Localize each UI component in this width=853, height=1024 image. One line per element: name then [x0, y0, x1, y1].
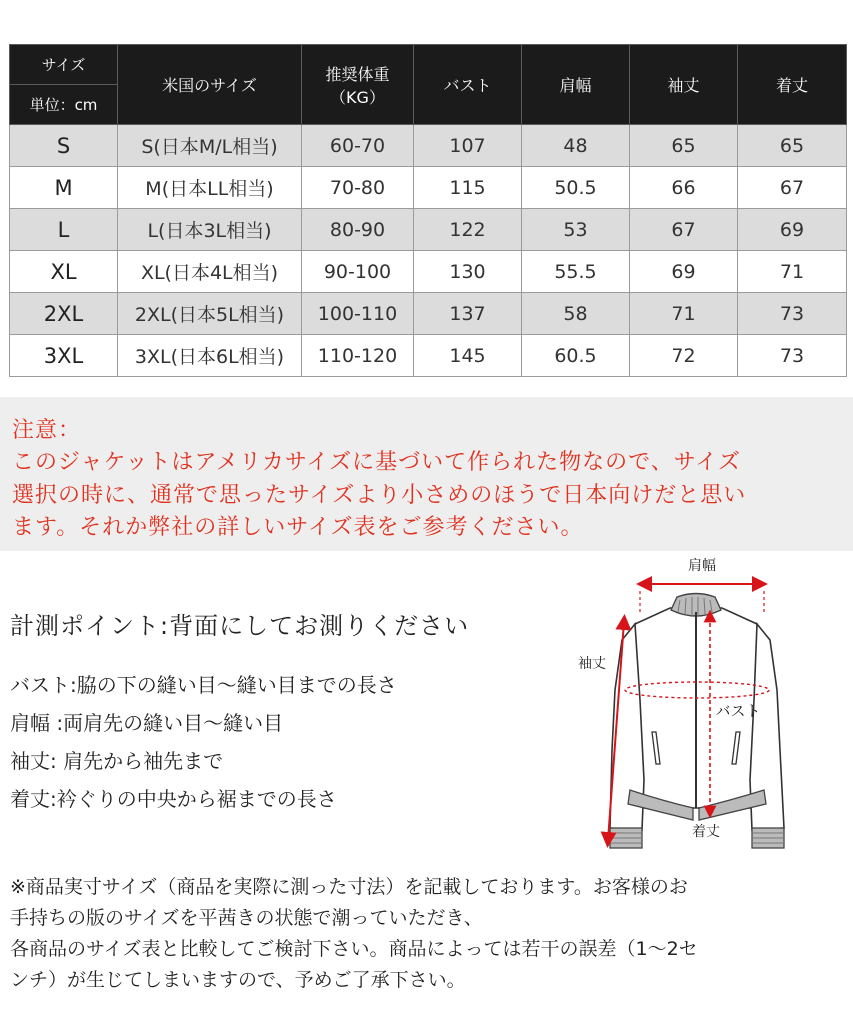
cell-shoulder: 48	[522, 125, 630, 167]
notice-line: ます。それか弊社の詳しいサイズ表をご参考ください。	[12, 515, 584, 540]
table-row	[10, 335, 847, 377]
cell-sleeve: 65	[630, 125, 738, 167]
cell-size: M	[10, 167, 118, 209]
cell-length: 65	[738, 125, 847, 167]
cell-us-size: XL(日本4L相当)	[118, 251, 302, 293]
cell-bust: 137	[414, 293, 522, 335]
cell-us-size: M(日本LL相当)	[118, 167, 302, 209]
cell-sleeve: 72	[630, 335, 738, 377]
cell-shoulder: 50.5	[522, 167, 630, 209]
length-label: 着丈	[692, 824, 720, 840]
cell-bust: 115	[414, 167, 522, 209]
cell-us-size: S(日本M/L相当)	[118, 125, 302, 167]
measure-line-shoulder: 肩幅 :両肩先の縫い目～縫い目	[10, 711, 284, 735]
table-row	[10, 251, 847, 293]
footer-line: 手持ちの版のサイズを平茜きの状態で潮っていただき、	[10, 907, 483, 929]
measure-line-length: 着丈:衿ぐりの中央から裾までの長さ	[10, 787, 337, 811]
header-size: サイズ	[10, 45, 118, 85]
table-row	[10, 125, 847, 167]
measure-line-bust: バスト:脇の下の縫い目～縫い目までの長さ	[10, 673, 397, 697]
header-unit: 単位：cm	[10, 85, 118, 125]
footer-line: ンチ）が生じてしまいますので、予めご了承下さい。	[10, 969, 466, 991]
cell-bust: 145	[414, 335, 522, 377]
cell-shoulder: 58	[522, 293, 630, 335]
table-row	[10, 209, 847, 251]
header-shoulder: 肩幅	[522, 45, 630, 125]
table-row	[10, 167, 847, 209]
header-weight-line1: 推奨体重	[325, 64, 390, 84]
cell-weight: 70-80	[302, 167, 414, 209]
cell-length: 67	[738, 167, 847, 209]
footer-line: ※商品実寸サイズ（商品を実際に測った寸法）を記載しております。お客様のお	[10, 876, 688, 898]
cell-weight: 80-90	[302, 209, 414, 251]
table-row	[10, 293, 847, 335]
bust-label: バスト	[715, 702, 761, 720]
cell-bust: 122	[414, 209, 522, 251]
cell-us-size: 2XL(日本5L相当)	[118, 293, 302, 335]
cell-bust: 107	[414, 125, 522, 167]
cell-us-size: L(日本3L相当)	[118, 209, 302, 251]
cell-weight: 90-100	[302, 251, 414, 293]
cell-shoulder: 55.5	[522, 251, 630, 293]
header-sleeve: 袖丈	[630, 45, 738, 125]
cell-sleeve: 67	[630, 209, 738, 251]
sleeve-label: 袖丈	[578, 656, 606, 672]
cell-size: XL	[10, 251, 118, 293]
notice-line: 選択の時に、通常で思ったサイズより小さめのほうで日本向けだと思い	[12, 483, 747, 508]
header-weight	[302, 45, 414, 125]
cell-shoulder: 60.5	[522, 335, 630, 377]
cell-length: 73	[738, 335, 847, 377]
cell-sleeve: 71	[630, 293, 738, 335]
jacket-diagram	[560, 550, 830, 862]
cell-length: 73	[738, 293, 847, 335]
size-table	[9, 44, 847, 377]
notice-box	[0, 397, 853, 551]
cell-us-size: 3XL(日本6L相当)	[118, 335, 302, 377]
cell-weight: 60-70	[302, 125, 414, 167]
cell-size: 2XL	[10, 293, 118, 335]
footer-line: 各商品のサイズ表と比較してご検討下さい。商品によっては若干の誤差（1～2セ	[10, 938, 698, 960]
header-length: 着丈	[738, 45, 847, 125]
cell-size: 3XL	[10, 335, 118, 377]
measure-title: 計測ポイント:背面にしてお測りください	[10, 612, 470, 640]
cell-weight: 100-110	[302, 293, 414, 335]
cell-shoulder: 53	[522, 209, 630, 251]
cell-weight: 110-120	[302, 335, 414, 377]
notice-title: 注意：	[12, 418, 82, 443]
measure-line-sleeve: 袖丈: 肩先から袖先まで	[10, 749, 224, 773]
cell-length: 71	[738, 251, 847, 293]
cell-size: L	[10, 209, 118, 251]
cell-sleeve: 69	[630, 251, 738, 293]
header-bust: バスト	[414, 45, 522, 125]
cell-size: S	[10, 125, 118, 167]
cell-sleeve: 66	[630, 167, 738, 209]
cell-length: 69	[738, 209, 847, 251]
notice-line: このジャケットはアメリカサイズに基づいて作られた物なので、サイズ	[12, 450, 741, 475]
cell-bust: 130	[414, 251, 522, 293]
shoulder-label: 肩幅	[688, 558, 716, 574]
header-us-size: 米国のサイズ	[118, 45, 302, 125]
header-weight-line2: （KG）	[330, 87, 385, 107]
